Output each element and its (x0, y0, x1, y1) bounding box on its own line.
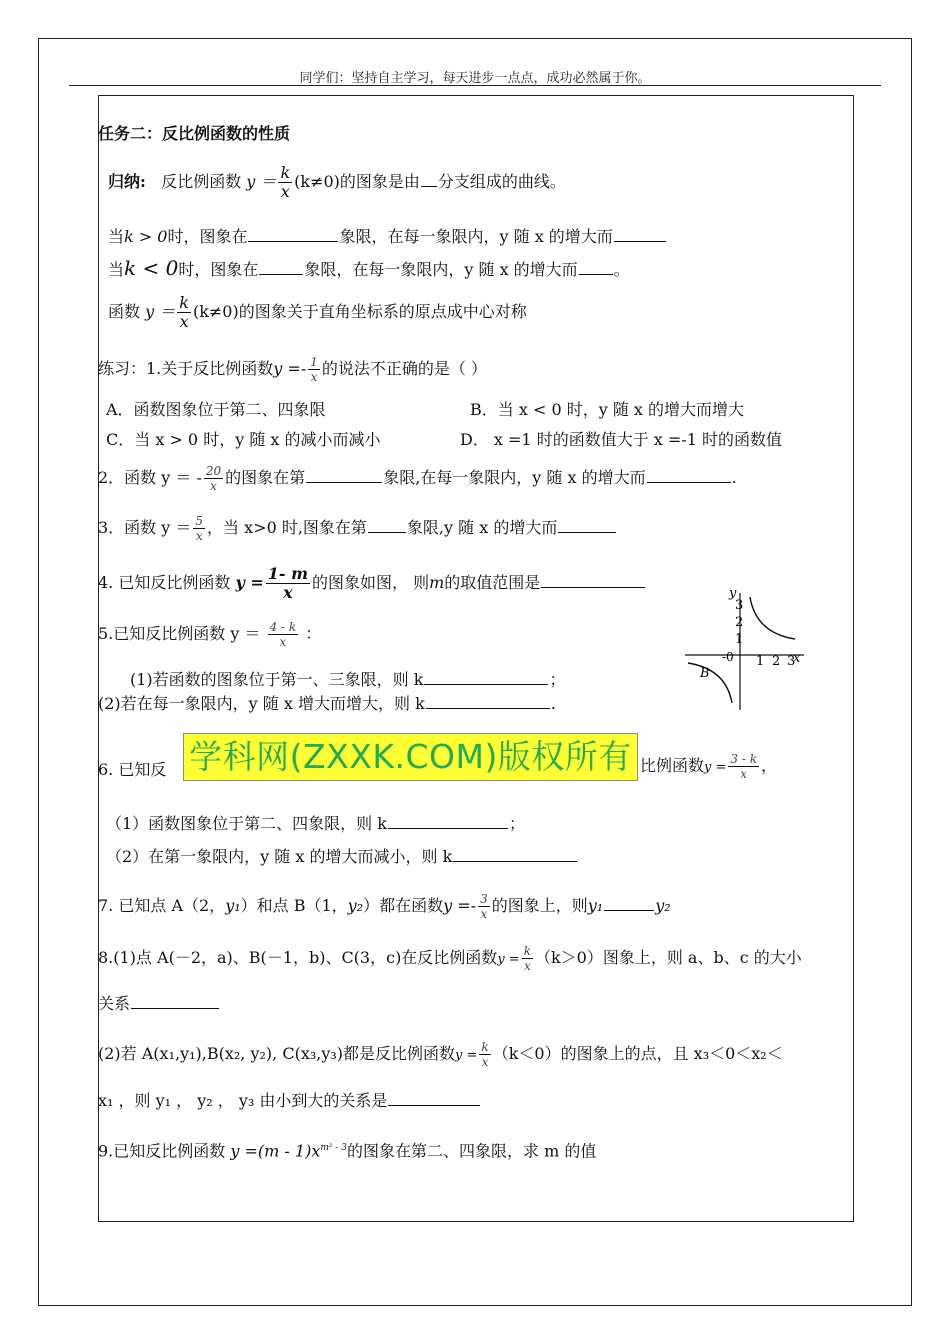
question-9: 9.已知反比例函数 $y =(m - 1)x^{m^2 - 3}$的图象在第二、四象限，求 m 的值 (98, 1141, 597, 1161)
point-label: B (700, 666, 710, 681)
blank-field[interactable] (614, 227, 666, 242)
x-tick: 1 (756, 654, 765, 669)
option-d: D． x =1 时的函数值大于 x =-1 时的函数值 (460, 430, 782, 449)
blank-field[interactable] (579, 260, 613, 275)
question-5-part-2: (2)若在每一象限内，y 随 x 增大而增大，则 k . (98, 694, 556, 713)
header-divider (69, 85, 881, 86)
y-tick: 2 (735, 615, 744, 630)
option-c: C．当 x > 0 时，y 随 x 的减小而减小 (106, 430, 381, 449)
option-b: B．当 x < 0 时，y 随 x 的增大而增大 (470, 400, 745, 419)
blank-field[interactable] (368, 518, 406, 533)
fraction: $\frac{k}{x}$ (523, 944, 531, 973)
question-8-part-1-cont: 关系 (98, 994, 220, 1014)
question-5-part-1: (1)若函数的图象位于第一、三象限，则 k ； (130, 670, 566, 689)
k-condition: k > 0 (124, 227, 168, 246)
x-axis-label: x (793, 651, 801, 666)
question-6-part-2: （2）在第一象限内，y 随 x 的增大而减小，则 k (106, 847, 578, 867)
fraction: $\frac{1}{x}$ (310, 355, 318, 384)
y-tick: 1 (735, 632, 744, 647)
page-header: 同学们：坚持自主学习，每天进步一点点，成功必然属于你。 (299, 71, 651, 86)
task-title: 任务二：反比例函数的性质 (98, 124, 291, 143)
fraction: $\frac{20}{x}$ (205, 464, 222, 493)
fraction: $\frac{4 - k}{x}$ (269, 620, 297, 649)
blank-field[interactable] (541, 573, 645, 588)
fraction: $\frac{5}{x}$ (195, 514, 204, 543)
summary-text-3: 分支组成的曲线。 (437, 172, 566, 191)
symmetry-line: 函数 y ＝ $\frac{k}{x}$ (k≠0)的图象关于直角坐标系的原点成中心对称 (108, 293, 527, 331)
blank-field[interactable] (421, 172, 437, 187)
blank-field[interactable] (131, 994, 219, 1009)
fraction: $\frac{3}{x}$ (480, 892, 488, 921)
blank-field[interactable] (558, 518, 616, 533)
fraction: $\frac{1- m}{x}$ (267, 564, 309, 602)
blank-field[interactable] (306, 468, 382, 483)
copyright-watermark: 学科网(ZXXK.COM)版权所有 (183, 733, 638, 781)
blank-field[interactable] (424, 670, 548, 685)
blank-field[interactable] (248, 227, 338, 242)
fraction: $\frac{k}{x}$ (481, 1040, 489, 1069)
curve-first-quadrant (750, 597, 795, 639)
curve-third-quadrant (688, 663, 732, 703)
fraction: $\frac{3 - k}{x}$ (730, 752, 757, 781)
summary-line: 归纳: 反比例函数 y ＝ $\frac{k}{x}$ (k≠0)的图象是由 分支组成的曲线。 (108, 163, 566, 201)
blank-field[interactable] (647, 468, 731, 483)
x-tick: 3 (787, 654, 796, 669)
question-6-start: 6. 已知反 (98, 760, 167, 779)
summary-text: 反比例函数 (161, 172, 242, 191)
question-6-end: 比例函数y = $\frac{3 - k}{x}$ ， (640, 752, 777, 781)
blank-field[interactable] (259, 260, 303, 275)
blank-field[interactable] (426, 694, 550, 709)
y-axis-label: y (729, 586, 737, 601)
question-4: 4. 已知反比例函数 y = $\frac{1- m}{x}$ 的图象如图， 则m的取值范围是 (98, 565, 646, 602)
blank-field[interactable] (604, 896, 654, 911)
option-a: A．函数图象位于第二、四象限 (106, 400, 326, 419)
x-tick: 2 (772, 654, 781, 669)
blank-field[interactable] (388, 1091, 480, 1106)
question-8-part-1: 8.(1)点 A(－2，a)、B(－1，b)、C(3，c)在反比例函数y = $\frac{k}{x}$ （k＞0）图象上，则 a、b、c 的大小 (98, 944, 802, 973)
fraction-k-over-x: $\frac{k}{x}$ (280, 163, 291, 201)
question-6-part-1: （1）函数图象位于第二、四象限，则 k ； (106, 814, 525, 833)
k-negative-line: 当k < 0时，图象在 象限，在每一象限内，y 随 x 的增大而 。 (108, 256, 630, 280)
k-condition: k < 0 (124, 256, 179, 280)
question-8-part-2: (2)若 A(x₁,y₁),B(x₂, y₂), C(x₃,y₃)都是反比例函数y = $\frac{k}{x}$ （k＜0）的图象上的点，且 x₃＜0＜x₂＜ (98, 1040, 783, 1069)
blank-field[interactable] (453, 847, 577, 862)
question-1: 练习：1.关于反比例函数y =- $\frac{1}{x}$ 的说法不正确的是（ ） (98, 355, 487, 384)
question-2: 2．函数 y ＝ - $\frac{20}{x}$ 的图象在第 象限,在每一象限内，y 随 x 的增大而 . (98, 464, 737, 493)
summary-label: 归纳: (108, 172, 146, 191)
blank-field[interactable] (388, 814, 508, 829)
question-8-part-2-cont: x₁ ，则 y₁ ， y₂ ， y₃ 由小到大的关系是 (98, 1091, 481, 1111)
question-7: 7. 已知点 A（2，y₁）和点 B（1，y₂）都在函数y =- $\frac{3}{x}$ 的图象上，则y₁ y₂ (98, 892, 671, 921)
summary-text-2: (k≠0)的图象是由 (294, 172, 420, 191)
fraction-k-over-x: $\frac{k}{x}$ (179, 293, 189, 331)
k-positive-line: 当k > 0时，图象在 象限，在每一象限内，y 随 x 的增大而 (108, 227, 667, 247)
question-5: 5.已知反比例函数 y ＝ $\frac{4 - k}{x}$ ： (98, 620, 322, 649)
y-tick: 3 (735, 598, 744, 613)
origin-label: -0 (722, 650, 734, 664)
function-graph (680, 585, 810, 715)
question-3: 3．函数 y ＝ $\frac{5}{x}$ ，当 x>0 时,图象在第 象限,y 随 x 的增大而 (98, 514, 617, 543)
